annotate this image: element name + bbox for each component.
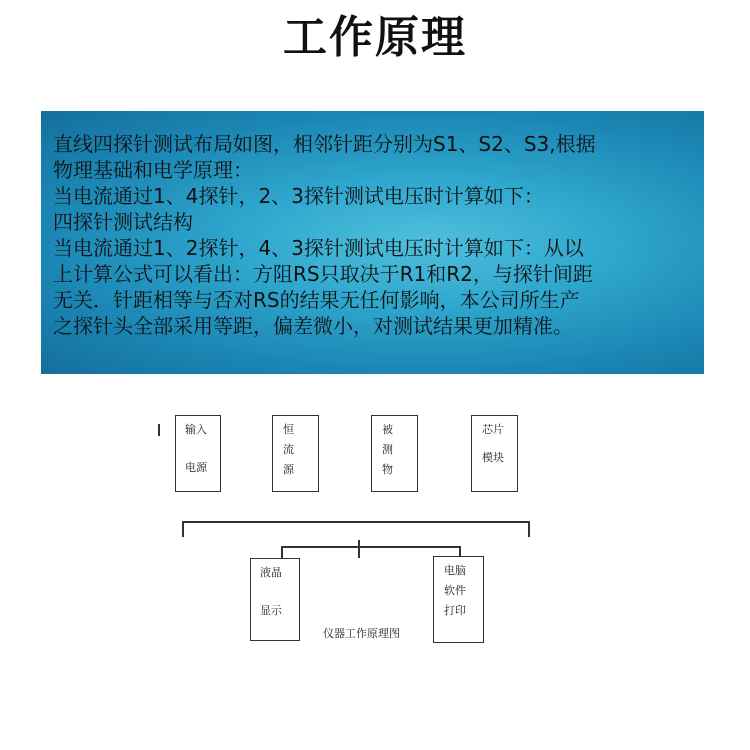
description-line: 当电流通过1、4探针，2、3探针测试电压时计算如下：: [53, 184, 544, 208]
description-line: 之探针头全部采用等距，偏差微小，对测试结果更加精准。: [53, 314, 573, 338]
diagram-caption: 仪器工作原理图: [323, 627, 400, 640]
constant-current-box: [272, 415, 319, 492]
bus-line: [182, 521, 530, 523]
description-line: 四探针测试结构: [53, 210, 193, 234]
edge-mark: [158, 424, 160, 436]
bus-tick-left: [182, 521, 184, 537]
input-power-box: [175, 415, 221, 492]
lcd-display-box: [250, 558, 300, 641]
description-line: 直线四探针测试布局如图，相邻针距分别为S1、S2、S3,根据: [53, 132, 596, 156]
box-text: 液晶: [260, 566, 282, 579]
box-text: 被: [382, 423, 393, 436]
chip-module-box: [471, 415, 518, 492]
box-text: 源: [283, 463, 294, 476]
description-line: 无关．针距相等与否对RS的结果无任何影响，本公司所生产: [53, 288, 580, 312]
bus-tick-right: [528, 521, 530, 537]
box-text: 物: [382, 463, 393, 476]
box-text: 测: [382, 443, 393, 456]
branch-stem: [358, 540, 360, 558]
box-text: 电源: [185, 461, 207, 474]
box-text: 模块: [482, 451, 504, 464]
test-object-box: [371, 415, 418, 492]
box-text: 芯片: [482, 423, 504, 436]
box-text: 输入: [185, 423, 207, 436]
box-text: 打印: [444, 604, 466, 617]
description-line: 物理基础和电学原理：: [53, 158, 253, 182]
box-text: 软件: [444, 584, 466, 597]
computer-software-print-box: [433, 556, 484, 643]
branch-line: [281, 546, 461, 548]
box-text: 恒: [283, 423, 294, 436]
page-title: 工作原理: [283, 12, 467, 63]
description-line: 当电流通过1、2探针，4、3探针测试电压时计算如下：从以: [53, 236, 584, 260]
box-text: 流: [283, 443, 294, 456]
box-text: 电脑: [444, 564, 466, 577]
box-text: 显示: [260, 604, 282, 617]
description-line: 上计算公式可以看出：方阻RS只取决于R1和R2，与探针间距: [53, 262, 593, 286]
